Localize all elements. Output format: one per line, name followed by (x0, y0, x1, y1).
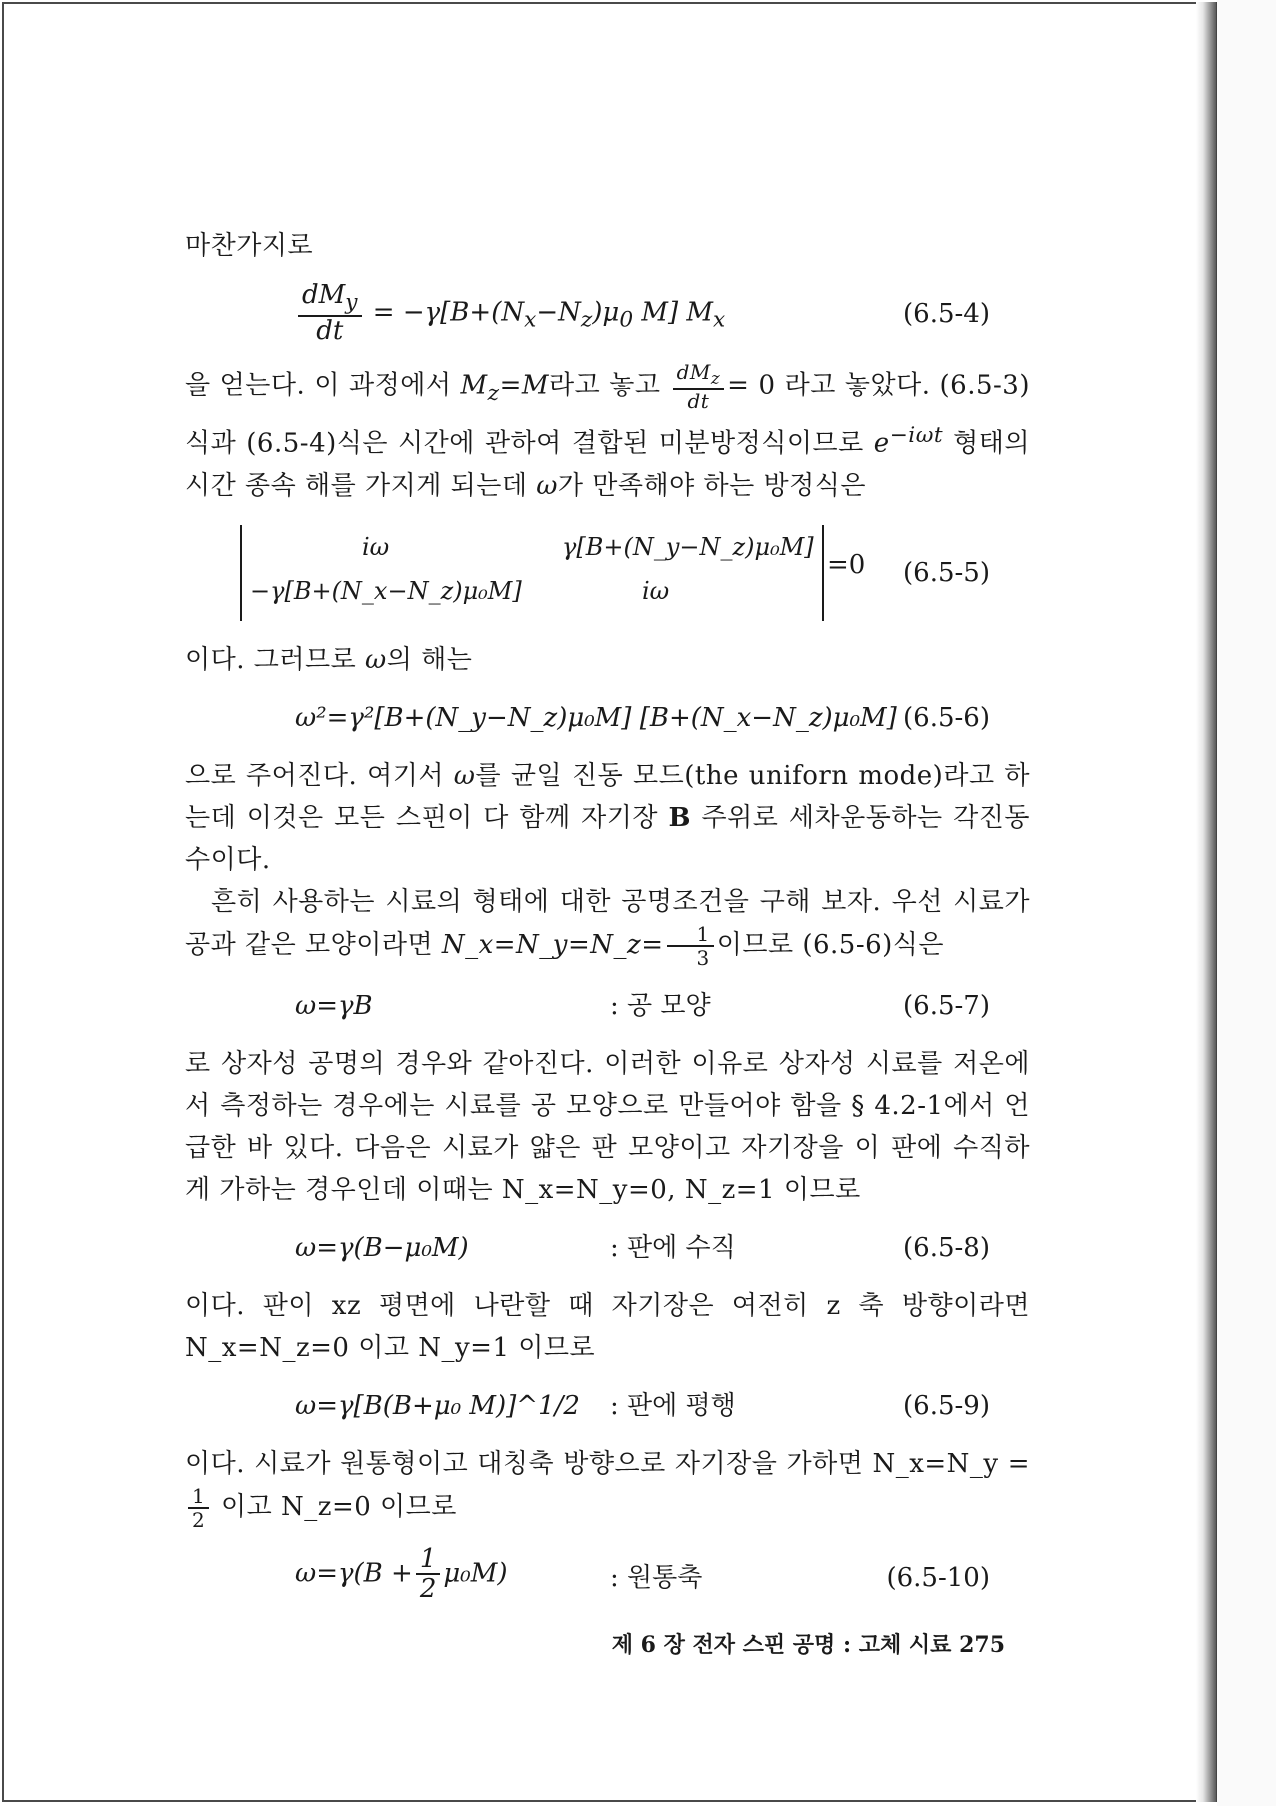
equation-number: (6.5-10) (886, 1562, 990, 1593)
page-edge (1196, 2, 1217, 1802)
page-footer: 제 6 장 전자 스핀 공명 : 고체 시료 275 (611, 1632, 1005, 1658)
determinant: iω γ[B+(N_y−N_z)μ₀M] −γ[B+(N_x−N_z)μ₀M] iω (240, 525, 824, 621)
margin (1217, 0, 1276, 1806)
paragraph-8: 이다. 시료가 원통형이고 대칭축 방향으로 자기장을 가하면 N_x=N_y = $\frac{1}{2}$ 이고 N_z=0 이므로 (185, 1448, 1030, 1532)
fraction: $\frac{1}{3}$ (667, 923, 714, 969)
paragraph-5: 흔히 사용하는 시료의 형태에 대한 공명조건을 구해 보자. 우선 시료가 공과 같은 모양이라면 N_x=N_y=N_z= $\frac{1}{3}$ 이므로 (6.5-6)식은 (185, 886, 1030, 970)
paragraph-3: 이다. 그러므로 ω의 해는 (185, 644, 473, 675)
equation-number: (6.5-9) (903, 1390, 990, 1421)
fraction: $\frac{dM_y}{dt}$ (298, 281, 362, 346)
equation-6-5-9: ω=γ[B(B+μ₀ M)]^1/2 : 판에 평행 (6.5-9) (185, 1383, 1030, 1429)
page-content (185, 225, 1030, 1625)
paragraph-4: 으로 주어진다. 여기서 ω를 균일 진동 모드(the uniforn mode)라고 하는데 이것은 모든 스핀이 다 함께 자기장 B 주위로 세차운동하는 각진동수이다. (185, 760, 1031, 875)
fraction: $\frac{1}{2}$ (188, 1485, 209, 1531)
equation-6-5-10: ω=γ(B + $\frac{1}{2}$ μ₀M) : 원통축 (6.5-10) (295, 1543, 990, 1605)
paragraph-2: 을 얻는다. 이 과정에서 $M_z=M$라고 놓고 $\frac{dM_z}{dt}$ = 0 라고 놓았다. (6.5-3)식과 (6.5-4)식은 시간에 관하여 결합된 미분방정식이므로 $e^{-i\omega t}$ 형태의 시간 종속 해를 가지게 되는데 ω가 만족해야 하는 방정식은 (185, 360, 1030, 501)
equation-number: (6.5-4) (903, 299, 990, 329)
equation-number: (6.5-8) (903, 1232, 990, 1263)
equation-number: (6.5-7) (903, 990, 990, 1021)
paragraph-1: 마찬가지로 (185, 231, 314, 261)
equation-6-5-7: ω=γB : 공 모양 (6.5-7) (185, 983, 1030, 1029)
equation-6-5-6: ω²=γ²[B+(N_y−N_z)μ₀M] [B+(N_x−N_z)μ₀M] (6.5-6) (185, 695, 1030, 741)
paragraph-6: 로 상자성 공명의 경우와 같아진다. 이러한 이유로 상자성 시료를 저온에서 측정하는 경우에는 시료를 공 모양으로 만들어야 함을 § 4.2-1에서 언급한 바 있다. 다음은 시료가 얇은 판 모양이고 자기장을 이 판에 수직하게 가하는 경우인데 이때는 N_x=N_y=0, N_z=1 이므로 (185, 1048, 1030, 1205)
equation-6-5-8: ω=γ(B−μ₀M) : 판에 수직 (6.5-8) (185, 1225, 1030, 1271)
fraction: $\frac{1}{2}$ (416, 1545, 441, 1604)
fraction: $\frac{dM_z}{dt}$ (673, 361, 725, 412)
equation-number: (6.5-6) (903, 702, 990, 733)
equation-number: (6.5-5) (903, 557, 990, 588)
equation-6-5-5: iω γ[B+(N_y−N_z)μ₀M] −γ[B+(N_x−N_z)μ₀M] iω =0 (6.5-5) (185, 525, 1030, 621)
paragraph-7: 이다. 판이 xz 평면에 나란할 때 자기장은 여전히 z 축 방향이라면 N_x=N_z=0 이고 N_y=1 이므로 (185, 1290, 1030, 1363)
equation-6-5-4: $\frac{dM_y}{dt}$ = $-\gamma[B+(N_x-N_z)\mu_0$ M] $M_x$ (6.5-4) (185, 281, 1030, 347)
